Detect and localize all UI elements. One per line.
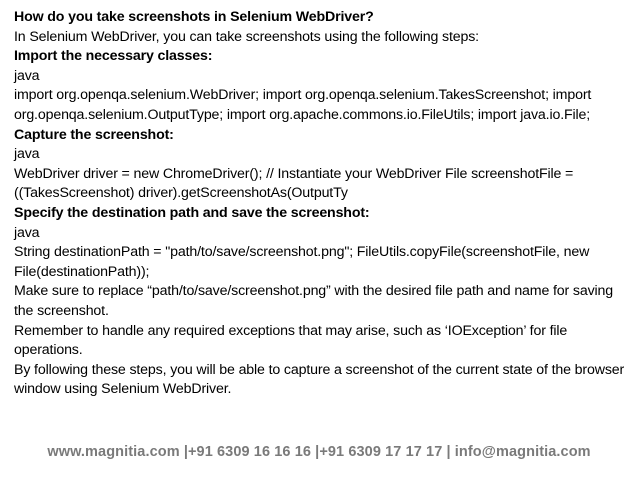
- code-language-label: java: [14, 146, 40, 163]
- note-replace-path: Make sure to replace “path/to/save/screenshot.png” with the desired file path and name for saving the screenshot.: [14, 283, 614, 319]
- code-language-label: java: [14, 67, 40, 84]
- code-language-label: java: [14, 224, 40, 241]
- document-title: How do you take screenshots in Selenium WebDriver?: [14, 9, 374, 25]
- code-import-statements: import org.openqa.selenium.WebDriver; import org.openqa.selenium.TakesScreenshot; import org.openqa.selenium.OutputType; import org.apache.commons.io.FileUtils; import java.io.File;: [14, 87, 592, 123]
- note-exceptions: Remember to handle any required exceptions that may arise, such as ‘IOException’ for file operations.: [14, 322, 568, 359]
- step-heading-save: Specify the destination path and save the screenshot:: [14, 204, 370, 221]
- step-heading-import: Import the necessary classes:: [14, 48, 213, 65]
- contact-footer: www.magnitia.com |+91 6309 16 16 16 |+91 6309 17 17 17 | info@magnitia.com: [47, 444, 591, 460]
- document-body: [14, 8, 628, 400]
- closing-text: By following these steps, you will be able to capture a screenshot of the current state of the browser window using Selenium WebDriver.: [14, 361, 625, 398]
- code-capture-statements: WebDriver driver = new ChromeDriver(); // Instantiate your WebDriver File screenshotFile = ((TakesScreenshot) driver).getScreenshotAs(OutputTy: [14, 165, 574, 202]
- code-save-statements: String destinationPath = "path/to/save/screenshot.png"; FileUtils.copyFile(screenshotFile, new File(destinationPath));: [14, 244, 590, 280]
- intro-text: In Selenium WebDriver, you can take screenshots using the following steps:: [14, 28, 479, 45]
- step-heading-capture: Capture the screenshot:: [14, 126, 174, 143]
